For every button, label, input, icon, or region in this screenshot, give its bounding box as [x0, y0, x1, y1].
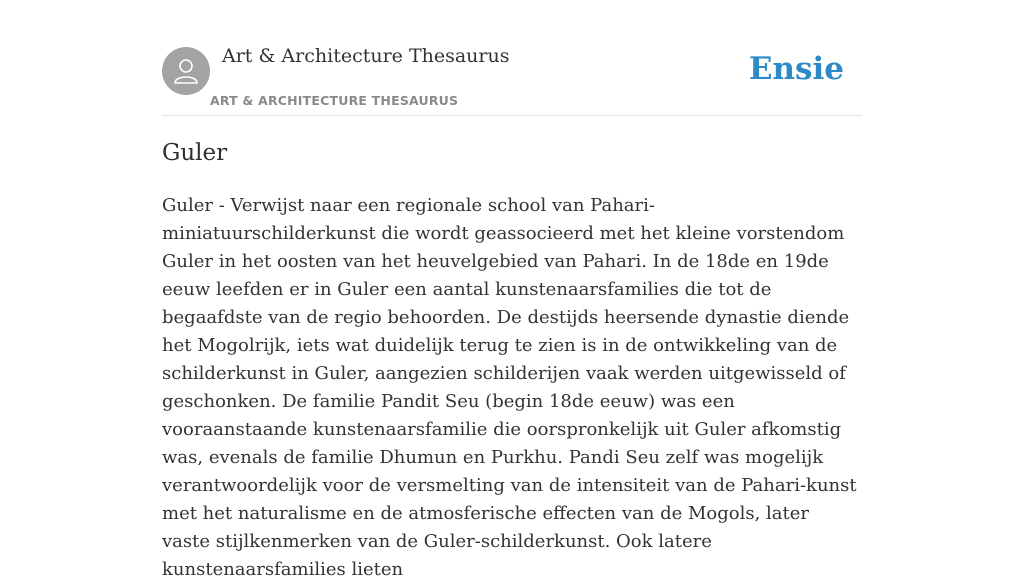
brand-logo[interactable]: Ensie: [748, 51, 844, 87]
article-body: Guler - Verwijst naar een regionale school van Pahari-miniatuurschilderkunst die wordt geassocieerd met het kleine vorstendom Guler in het oosten van het heuvelgebied van Pahari. In de 18de en 19de eeuw leefden er in Guler een aantal kunstenaarsfamilies die tot de begaafdste van de regio behoorden. De destijds heersende dynastie diende het Mogolrijk, iets wat duidelijk terug te zien is in de ontwikkeling van de schilderkunst in Guler, aangezien schilderijen vaak werden uitgewisseld of geschonken. De familie Pandit Seu (begin 18de eeuw) was een vooraanstaande kunstenaarsfamilie die oorspronkelijk uit Guler afkomstig was, evenals de familie Dhumun en Purkhu. Pandi Seu zelf was mogelijk verantwoordelijk voor de versmelting van de intensiteit van de Pahari-kunst met het naturalisme en de atmosferische effecten van de Mogols, later vaste stijlkenmerken van de Guler-schilderkunst. Ook latere kunstenaarsfamilies lieten: [162, 195, 857, 580]
header: [162, 0, 862, 116]
content-container: [162, 0, 862, 580]
user-icon: [171, 56, 201, 86]
page-title: Guler: [162, 140, 228, 166]
author-name[interactable]: Art & Architecture Thesaurus: [222, 45, 510, 67]
avatar[interactable]: [162, 47, 210, 95]
source-label[interactable]: ART & ARCHITECTURE THESAURUS: [210, 93, 459, 108]
